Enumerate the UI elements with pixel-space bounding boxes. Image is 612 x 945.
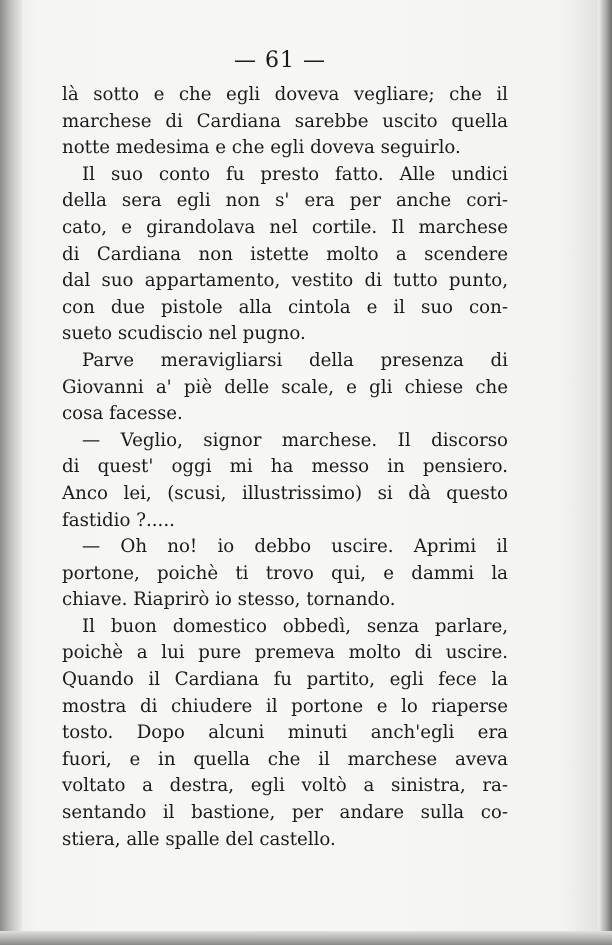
text-line: Anco lei, (scusi, illustrissimo) si dà questo bbox=[62, 482, 508, 504]
text-line: di Cardiana non istette molto a scendere bbox=[62, 243, 508, 265]
text-line: Parve meravigliarsi della presenza di bbox=[82, 349, 508, 371]
text-line: fuori, e in quella che il marchese aveva bbox=[62, 748, 508, 770]
body-text bbox=[62, 82, 508, 853]
page-edge-right bbox=[598, 0, 612, 945]
text-line: là sotto e che egli doveva vegliare; che il bbox=[62, 84, 508, 105]
text-line: della sera egli non s' era per anche cori- bbox=[62, 190, 508, 212]
text-line: Il suo conto fu presto fatto. Alle undici bbox=[82, 163, 508, 185]
text-line: poichè a lui pure premeva molto di uscire. bbox=[62, 642, 508, 664]
text-line: tosto. Dopo alcuni minuti anch'egli era bbox=[62, 722, 508, 744]
text-line: di quest' oggi mi ha messo in pensiero. bbox=[62, 456, 508, 478]
text-line: Quando il Cardiana fu partito, egli fece la bbox=[62, 669, 508, 691]
page-number: — 61 — bbox=[234, 48, 326, 73]
text-line: voltato a destra, egli voltò a sinistra, ra- bbox=[62, 775, 508, 797]
text-line: chiave. Riaprirò io stesso, tornando. bbox=[62, 589, 396, 611]
text-line: stiera, alle spalle del castello. bbox=[62, 828, 336, 850]
text-line: portone, poichè ti trovo qui, e dammi la bbox=[62, 562, 508, 584]
text-line: — Veglio, signor marchese. Il discorso bbox=[82, 429, 508, 451]
text-line: Giovanni a' piè delle scale, e gli chiese che bbox=[62, 376, 508, 398]
binding-shadow bbox=[0, 0, 22, 945]
text-line: Il buon domestico obbedì, senza parlare, bbox=[82, 615, 508, 637]
text-line: marchese di Cardiana sarebbe uscito quella bbox=[62, 110, 508, 132]
text-line: sentando il bastione, per andare sulla co- bbox=[62, 802, 508, 824]
text-line: con due pistole alla cintola e il suo con- bbox=[62, 296, 508, 318]
text-line: cosa facesse. bbox=[62, 403, 183, 425]
text-line: — Oh no! io debbo uscire. Aprimi il bbox=[82, 536, 508, 558]
text-line: notte medesima e che egli doveva seguirlo. bbox=[62, 137, 461, 159]
page-edge-bottom bbox=[0, 931, 612, 945]
text-line: cato, e girandolava nel cortile. Il marchese bbox=[62, 216, 508, 238]
text-line: fastidio ?..... bbox=[62, 509, 175, 531]
text-line: sueto scudiscio nel pugno. bbox=[62, 323, 306, 345]
text-line: mostra di chiudere il portone e lo riaperse bbox=[62, 695, 508, 717]
text-line: dal suo appartamento, vestito di tutto punto, bbox=[62, 270, 508, 292]
